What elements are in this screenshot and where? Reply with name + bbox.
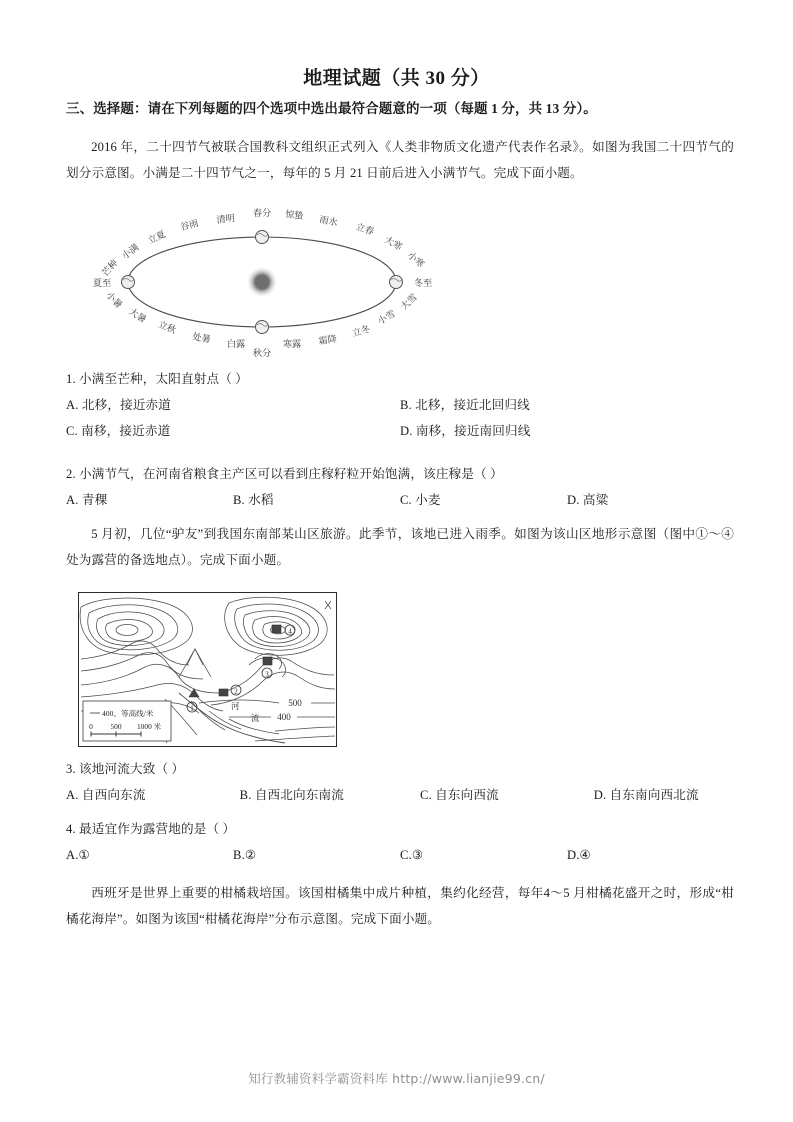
sun-core <box>255 275 269 289</box>
question-3-option-a[interactable]: A. 自西向东流 <box>66 788 146 803</box>
section-heading: 三、选择题：请在下列每题的四个选项中选出最符合题意的一项（每题 1 分，共 13 分）。 <box>66 101 597 116</box>
passage-3-text: 西班牙是世界上重要的柑橘栽培国。该国柑橘集中成片种植，集约化经营，每年4～5 月柑橘花盛开之时，形成“柑橘花海岸”。如图为该国“柑橘花海岸”分布示意图。完成下面小题。 <box>66 886 734 927</box>
passage-2-text: 5 月初，几位“驴友”到我国东南部某山区旅游。此季节，该地已进入雨季。如图为该山区地形示意图（图中①～④处为露营的备选地点）。完成下面小题。 <box>66 527 734 568</box>
question-2 <box>66 461 734 513</box>
question-2-options-row <box>66 487 734 513</box>
term-label-shuangjiang: 霜降 <box>317 333 338 347</box>
term-label-yushui: 雨水 <box>318 214 339 228</box>
term-label-mangzhong: 芒种 <box>99 257 120 279</box>
site-marker-2[interactable] <box>219 685 241 696</box>
question-1-option-d[interactable]: D. 南移，接近南回归线 <box>400 424 531 439</box>
question-3-option-b[interactable]: B. 自西北向东南流 <box>239 788 345 803</box>
term-label-dashu: 大暑 <box>127 306 149 325</box>
contour-label-500: 500 <box>288 698 302 708</box>
svg-text:1: 1 <box>190 704 194 713</box>
question-2-option-d[interactable]: D. 高粱 <box>567 493 609 508</box>
term-label-chunfen: 春分 <box>252 208 272 218</box>
scale-label-500: 500 <box>110 722 122 731</box>
scale-label-1000: 1000 米 <box>136 722 162 731</box>
earth-xiazhi <box>122 276 135 289</box>
river-label-char2: 流 <box>251 714 260 723</box>
question-3-option-d[interactable]: D. 自东南向西北流 <box>593 788 699 803</box>
passage-1-text: 2016 年，二十四节气被联合国教科文组织正式列入《人类非物质文化遗产代表作名录》。如图为我国二十四节气的划分示意图。小满是二十四节气之一，每年的 5 月 21 日前后进入小满节气。完成下面小题。 <box>66 140 734 181</box>
question-1-stem: 1. 小满至芒种，太阳直射点（ ） <box>66 372 249 386</box>
term-label-guyu: 谷雨 <box>179 218 200 233</box>
question-4-option-a[interactable]: A.① <box>66 848 90 863</box>
question-1-options-row-2 <box>66 418 734 444</box>
term-label-daxue: 大雪 <box>398 291 419 312</box>
scale-label-0: 0 <box>89 722 93 731</box>
term-label-liqiu: 立秋 <box>156 319 178 336</box>
question-2-option-b[interactable]: B. 水稻 <box>233 493 274 508</box>
passage-1 <box>66 134 734 186</box>
term-label-xiaoman: 小满 <box>119 242 141 262</box>
earth-chunfen <box>256 231 269 244</box>
term-label-xiaoshu: 小暑 <box>104 289 125 310</box>
term-label-xiaohan: 小寒 <box>405 249 427 270</box>
map-legend <box>83 701 171 741</box>
passage-3 <box>66 880 734 932</box>
term-label-chushu: 处暑 <box>191 331 212 345</box>
question-1-option-a[interactable]: A. 北移，接近赤道 <box>66 398 172 413</box>
contour-map-figure <box>78 592 337 747</box>
term-label-lixia: 立夏 <box>146 228 168 246</box>
term-label-bailu: 白露 <box>226 339 246 349</box>
term-label-dongzhi: 冬至 <box>413 278 433 288</box>
term-label-jingzhe: 惊蛰 <box>284 209 304 221</box>
term-label-qingming: 清明 <box>215 212 236 226</box>
legend-contour-text: 400、等高线/米 <box>102 709 154 718</box>
contour-label-400: 400 <box>277 712 291 722</box>
question-1-option-b[interactable]: B. 北移，接近北回归线 <box>400 398 530 413</box>
question-3 <box>66 756 734 808</box>
earth-dongzhi <box>390 276 403 289</box>
watermark-footer: 知行教辅资料学霸资料库 http://www.lianjie99.cn/ <box>248 1071 545 1086</box>
svg-text:4: 4 <box>288 627 292 636</box>
page-title: 地理试题（共 30 分） <box>303 68 490 89</box>
river-label-char1: 河 <box>231 702 240 711</box>
question-4-option-c[interactable]: C.③ <box>400 848 424 863</box>
passage-2 <box>66 521 734 573</box>
term-label-qiufen: 秋分 <box>252 348 272 358</box>
term-label-hanlu: 寒露 <box>282 339 302 349</box>
question-1 <box>66 366 734 445</box>
question-4 <box>66 816 734 868</box>
question-4-option-b[interactable]: B.② <box>233 848 257 863</box>
term-label-dahan: 大寒 <box>382 234 404 253</box>
question-2-stem: 2. 小满节气，在河南省粮食主产区可以看到庄稼籽粒开始饱满，该庄稼是（ ） <box>66 467 503 481</box>
term-label-xiazhi: 夏至 <box>92 278 112 288</box>
question-3-stem: 3. 该地河流大致（ ） <box>66 762 185 776</box>
question-1-options-row-1 <box>66 392 734 418</box>
term-label-lichun: 立春 <box>354 221 376 237</box>
term-label-xiaoxue: 小雪 <box>376 308 397 327</box>
question-2-option-a[interactable]: A. 青稞 <box>66 493 108 508</box>
question-1-option-c[interactable]: C. 南移，接近赤道 <box>66 424 171 439</box>
solar-terms-figure <box>66 196 466 361</box>
svg-text:3: 3 <box>265 670 269 679</box>
term-label-lidong: 立冬 <box>350 323 372 339</box>
question-4-option-d[interactable]: D.④ <box>567 848 591 863</box>
question-3-option-c[interactable]: C. 自东向西流 <box>420 788 499 803</box>
question-3-options-row <box>66 782 734 808</box>
question-4-options-row <box>66 842 734 868</box>
earth-qiufen <box>256 321 269 334</box>
svg-text:2: 2 <box>234 687 238 696</box>
question-2-option-c[interactable]: C. 小麦 <box>400 493 441 508</box>
question-4-stem: 4. 最适宜作为露营地的是（ ） <box>66 822 236 836</box>
